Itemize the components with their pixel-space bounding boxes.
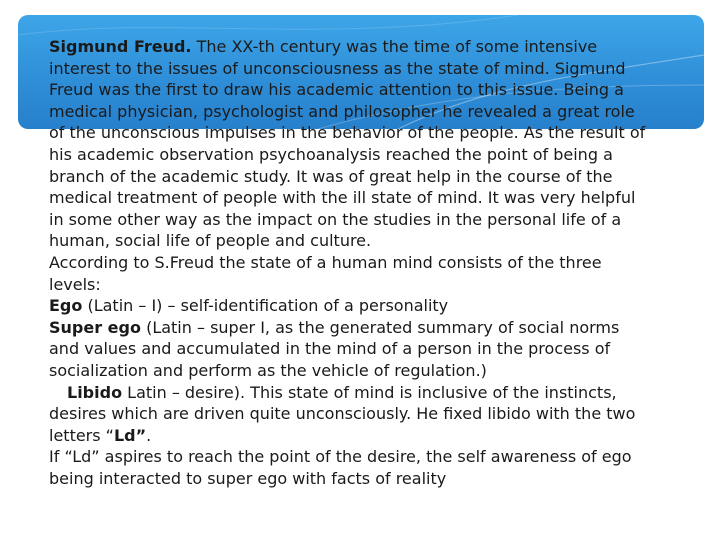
superego-term: Super ego <box>49 317 141 337</box>
slide-body-text <box>49 36 649 489</box>
superego-item <box>49 317 649 382</box>
libido-end: . <box>146 425 152 445</box>
last-paragraph: If “Ld” aspires to reach the point of the desire, the self awareness of ego being interacted to super ego with facts of reality <box>49 447 632 488</box>
ego-definition: (Latin – I) – self-identification of a personality <box>82 296 449 316</box>
libido-definition: Latin – desire). This state of mind is inclusive of the instincts, desires which are driven quite unconsciously. He fixed libido with the two letters “ <box>49 382 636 445</box>
libido-item <box>49 382 649 447</box>
ld-term: Ld” <box>113 425 147 445</box>
levels-paragraph: According to S.Freud the state of a human mind consists of the three levels: <box>49 252 602 294</box>
libido-term: Libido <box>67 382 123 402</box>
freud-heading: Sigmund Freud. <box>49 37 192 56</box>
superego-definition: (Latin – super I, as the generated summary of social norms and values and accumulated in the mind of a person in the process of socialization and perform as the vehicle of regulation.) <box>49 317 620 380</box>
intro-paragraph <box>49 36 649 252</box>
ego-term: Ego <box>49 296 83 316</box>
ego-item <box>49 295 649 317</box>
intro-text: The XX-th century was the time of some intensive interest to the issues of unconsciousness as the state of mind. Sigmund Freud was the first to draw his academic attention to this issue. Being a medical physician, psychologist and philosopher he revealed a great role of the unconscious impulses in the behavior of the people. As the result of his academic observation psychoanalysis reached the point of being a branch of the academic study. It was of great help in the course of the medical treatment of people with the ill state of mind. It was very helpful in some other way as the impact on the studies in the personal life of a human, social life of people and culture. <box>49 37 646 251</box>
